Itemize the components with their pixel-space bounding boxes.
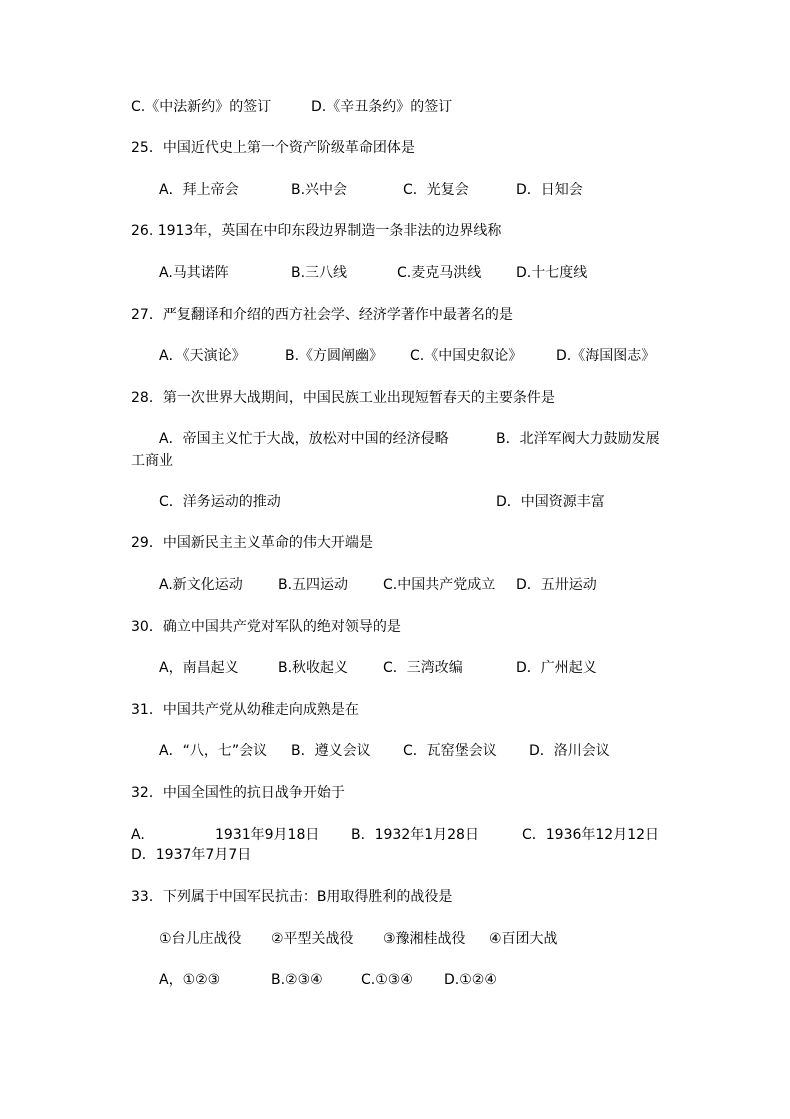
option-d: D．洛川会议	[529, 743, 610, 759]
option-b: B.五四运动	[278, 577, 349, 593]
option-a: A，南昌起义	[159, 660, 239, 676]
option-a-label: A.	[131, 827, 145, 843]
option-a: A．“八，七”会议	[159, 743, 268, 759]
question-27: 27．严复翻译和介绍的西方社会学、经济学著作中最著名的是	[131, 307, 513, 323]
option-c: C.中国共产党成立	[383, 577, 496, 593]
battle-2: ②平型关战役	[271, 931, 354, 947]
option-c: C．1936年12月12日	[522, 827, 660, 843]
option-c: C.《中法新约》的签订	[131, 99, 272, 115]
option-b: B．1932年1月28日	[351, 827, 479, 843]
option-c: C．瓦窑堡会议	[403, 743, 497, 759]
option-d: D．五卅运动	[516, 577, 597, 593]
question-25: 25．中国近代史上第一个资产阶级革命团体是	[131, 140, 415, 156]
battle-3: ③豫湘桂战役	[383, 931, 466, 947]
question-30: 30．确立中国共产党对军队的绝对领导的是	[131, 619, 401, 635]
battle-1: ①台儿庄战役	[159, 931, 242, 947]
option-c: C.麦克马洪线	[397, 265, 482, 281]
option-b: B.②③④	[271, 972, 323, 988]
option-a: A．帝国主义忙于大战，放松对中国的经济侵略	[159, 431, 449, 447]
question-31: 31．中国共产党从幼稚走向成熟是在	[131, 702, 359, 718]
question-32: 32．中国全国性的抗日战争开始于	[131, 785, 345, 801]
option-d: D．广州起义	[516, 660, 597, 676]
option-a: A.马其诺阵	[159, 265, 229, 281]
option-d: D.《辛丑条约》的签订	[311, 99, 453, 115]
battle-4: ④百团大战	[489, 931, 558, 947]
option-c: C.①③④	[361, 972, 413, 988]
option-d: D．中国资源丰富	[496, 494, 605, 510]
option-b-continuation: 工商业	[131, 453, 173, 469]
option-a: A．《天演论》	[159, 348, 246, 364]
question-28: 28．第一次世界大战期间，中国民族工业出现短暂春天的主要条件是	[131, 390, 555, 406]
option-d: D.十七度线	[516, 265, 588, 281]
option-b: B.秋收起义	[278, 660, 349, 676]
option-b: B.兴中会	[291, 182, 348, 198]
option-b: B.《方圆阐幽》	[285, 348, 384, 364]
option-d: D.《海国图志》	[556, 348, 656, 364]
option-b: B.三八线	[291, 265, 348, 281]
option-c: C．洋务运动的推动	[159, 494, 281, 510]
question-29: 29．中国新民主主义革命的伟大开端是	[131, 535, 373, 551]
option-a: A．拜上帝会	[159, 182, 239, 198]
option-b: B．北洋军阀大力鼓励发展	[496, 431, 660, 447]
option-d: D．日知会	[516, 182, 583, 198]
option-d: D.①②④	[444, 972, 497, 988]
option-a: A，①②③	[159, 972, 221, 988]
question-33: 33．下列属于中国军民抗击：B用取得胜利的战役是	[131, 889, 453, 905]
option-c: C．光复会	[403, 182, 469, 198]
option-b: B．遵义会议	[291, 743, 371, 759]
option-a: A.新文化运动	[159, 577, 243, 593]
option-c: C．三湾改编	[383, 660, 463, 676]
option-c: C.《中国史叙论》	[410, 348, 523, 364]
option-a: 1931年9月18日	[215, 827, 320, 843]
option-d: D．1937年7月7日	[131, 847, 252, 863]
question-26: 26. 1913年，英国在中印东段边界制造一条非法的边界线称	[131, 223, 502, 239]
